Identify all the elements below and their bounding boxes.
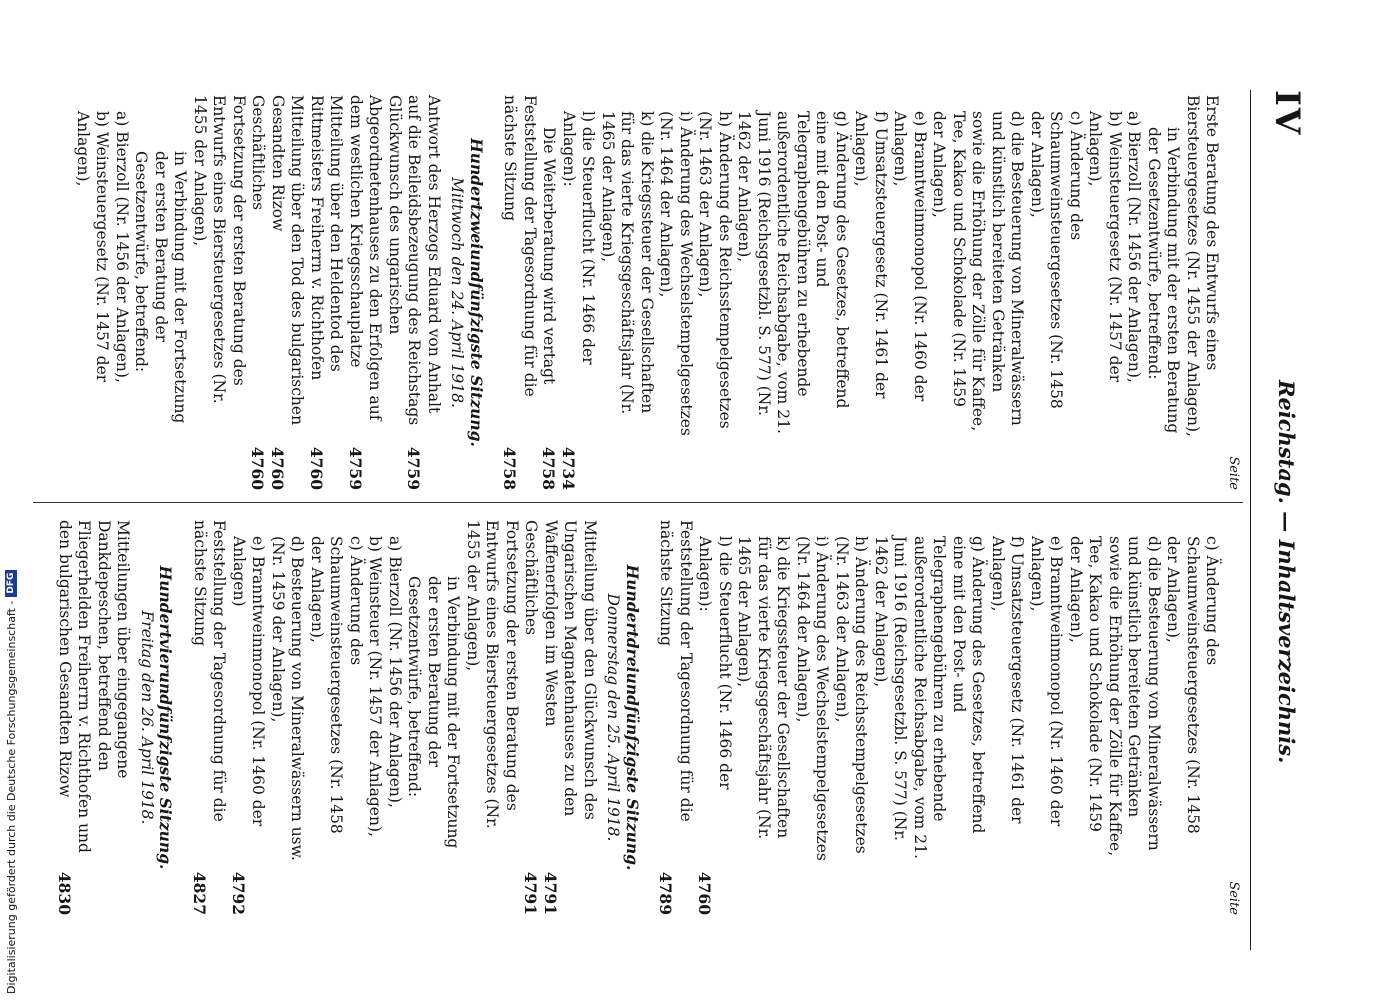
toc-entry — [656, 95, 695, 490]
toc-entry — [229, 520, 268, 915]
right-column — [55, 520, 1244, 915]
column-divider — [33, 502, 1243, 503]
toc-entry — [929, 95, 1027, 490]
toc-entry — [656, 520, 695, 915]
toc-entry — [500, 95, 539, 490]
toc-entry-text: Geschäftliches — [249, 95, 268, 211]
funding-note-text: Digitalisierung gefördert durch die Deutsche Forschungsgemeinschaft - — [4, 600, 18, 994]
toc-entry-page: 4760 — [307, 446, 326, 490]
toc-entry-text: c) Änderung des Schaumweinsteuergesetzes (Nr. 1458 der Anlagen), — [308, 536, 365, 834]
toc-entry-text: e) Branntweinmonopol (Nr. 1460 der Anlagen), — [891, 111, 929, 402]
toc-entry-text: l) die Steuerflucht (Nr. 1466 der Anlagen): — [560, 111, 598, 365]
toc-entry — [695, 95, 734, 490]
toc-entry-text: f) Umsatzsteuergesetz (Nr. 1461 der Anlagen), — [852, 111, 890, 399]
toc-entry — [404, 520, 463, 915]
toc-entry — [190, 95, 249, 490]
toc-entry — [851, 95, 890, 490]
toc-entry-text: d) die Besteuerung von Mineralwässern und künstlich bereiteten Getränken sowie die Erhöhung der Zölle für Kaffee, Tee, Kakao und Schokolade (Nr. 1459 der Anlagen), — [930, 111, 1027, 432]
toc-entry — [598, 95, 657, 490]
toc-entry — [365, 520, 385, 915]
toc-entry-text: Erste Beratung des Entwurfs eines Biersteuergesetzes (Nr. 1455 der Anlagen), — [1184, 95, 1222, 437]
toc-entry-text: e) Branntweinmonopol (Nr. 1460 der Anlagen), — [1028, 536, 1066, 827]
session-heading: Hundertzweiundfünfzigste Sitzung. — [467, 138, 486, 447]
toc-entry — [890, 95, 929, 490]
toc-entry — [131, 95, 190, 490]
toc-entry-text: in Verbindung mit der ersten Beratung der Gesetzentwürfe, betreffend: — [1145, 127, 1183, 434]
toc-entry-text: Geschäftliches — [522, 520, 541, 636]
toc-entry-text: a) Bierzoll (Nr. 1456 der Anlagen), — [113, 111, 131, 383]
page-number: IV — [1267, 90, 1307, 137]
toc-entry-text: Fortsetzung der ersten Beratung des Entwurfs eines Biersteuergesetzes (Nr. 1455 der Anlagen), — [191, 95, 248, 404]
toc-entry-text: i) Änderung des Wechselstempelgesetzes (Nr. 1464 der Anlagen), — [657, 111, 695, 436]
toc-entry-text: Glückwunsch des ungarischen Abgeordnetenhauses zu den Erfolgen auf dem westlichen Kriegsschauplatze — [347, 95, 404, 421]
toc-entry — [307, 520, 366, 915]
toc-entry-page: 4789 — [656, 871, 676, 915]
toc-entry — [55, 520, 133, 915]
toc-entry-text: c) Änderung des Schaumweinsteuergesetzes (Nr. 1458 der Anlagen), — [1164, 536, 1222, 834]
toc-entry-text: l) die Steuerflucht (Nr. 1466 der Anlagen): — [696, 536, 734, 790]
toc-entry — [1183, 95, 1222, 490]
toc-entry-page: 4734 — [559, 446, 578, 490]
toc-entry-page: 4830 — [55, 871, 74, 915]
toc-entry-text: in Verbindung mit der Fortsetzung der ersten Beratung der Gesetzentwürfe, betreffend: — [132, 151, 190, 424]
toc-entry — [1066, 520, 1164, 915]
toc-entry-page: 4791 — [541, 871, 560, 915]
toc-entry-text: Mitteilung über den Tod des bulgarischen Gesandten Rizow — [269, 95, 307, 426]
toc-entry — [248, 95, 268, 490]
dfg-logo: DFG — [5, 570, 17, 597]
toc-entry-text: f) Umsatzsteuergesetz (Nr. 1461 der Anlagen), — [989, 536, 1027, 824]
session-entries — [55, 520, 133, 915]
toc-entry-text: k) die Kriegssteuer der Gesellschaften für das vierte Kriegsgeschäftsjahr (Nr. 1465 der Anlagen), — [735, 536, 793, 840]
toc-entry-text: h) Änderung des Reichsstempelgesetzes (Nr. 1463 der Anlagen), — [696, 111, 734, 429]
toc-entry-page: 4760 — [268, 446, 287, 490]
toc-entry-text: Mitteilung über den Heldentod des Rittmeisters Freiherrn v. Richthofen — [308, 95, 346, 381]
toc-entry-text: in Verbindung mit der Fortsetzung der ersten Beratung der Gesetzentwürfe, betreffend: — [405, 576, 463, 849]
toc-entry-text: Mitteilung über den Glückwunsch des Ungarischen Magnatenhauses zu den Waffenerfolgen im Westen — [542, 520, 599, 820]
toc-entry-text: Fortsetzung der ersten Beratung des Entwurfs eines Biersteuergesetzes (Nr. 1455 der Anlagen), — [464, 520, 521, 829]
toc-entry — [793, 520, 832, 915]
toc-entry — [73, 95, 112, 490]
toc-entry — [734, 520, 793, 915]
toc-entry-page: 4759 — [404, 446, 424, 490]
toc-entry-text: Die Weiterberatung wird vertagt — [540, 127, 559, 385]
right-entries — [656, 520, 1222, 915]
toc-entry — [695, 520, 734, 915]
toc-entry-text: e) Branntweinmonopol (Nr. 1460 der Anlagen) — [230, 536, 268, 827]
toc-entry — [190, 520, 229, 915]
toc-entry — [385, 520, 405, 915]
toc-entry — [1144, 95, 1183, 490]
header-rule — [1250, 90, 1251, 950]
seite-label: Seite — [1226, 881, 1241, 915]
session-date: Donnerstag den 25. April 1918. — [604, 593, 623, 842]
toc-entry-page: 4760 — [248, 446, 268, 490]
toc-entry — [521, 520, 541, 915]
toc-entry-text: Antwort des Herzogs Eduard von Anhalt auf die Beileidsbezeugung des Reichstags — [405, 95, 443, 426]
toc-entry — [1124, 95, 1144, 490]
toc-entry-text: Feststellung der Tagesordnung für die nächste Sitzung — [501, 95, 539, 397]
toc-entry-text: g) Änderung des Gesetzes, betreffend eine mit den Post- und Telegraphengebühren zu erhebende außerordentliche Reichsabgabe, vom 21. Juni 1916 (Reichsgesetzbl. S. 577) (Nr. 1462 der Anlagen), — [735, 111, 851, 434]
toc-entry — [404, 95, 443, 490]
toc-entry — [1163, 520, 1222, 915]
toc-entry-page: 4827 — [190, 871, 209, 915]
toc-entry-text: i) Änderung des Wechselstempelgesetzes (Nr. 1464 der Anlagen), — [794, 536, 832, 861]
toc-entry — [346, 95, 405, 490]
toc-entry-page: 4758 — [539, 446, 559, 490]
session-date: Mittwoch den 24. April 1918. — [448, 177, 467, 408]
toc-entry-text: b) Weinsteuer (Nr. 1457 der Anlagen), — [366, 536, 385, 837]
toc-entry-text: Mitteilungen über eingegangene Dankdepeschen, betreffend den Fliegerhelden Freiherrn v. Richthofen und den bulgarischen Gesandten Rizow — [56, 520, 133, 853]
toc-entry — [1027, 520, 1066, 915]
toc-entry-text: Feststellung der Tagesordnung für die nächste Sitzung — [191, 520, 229, 822]
toc-entry — [734, 95, 851, 490]
toc-entry — [559, 95, 598, 490]
toc-entry-text: b) Weinsteuergesetz (Nr. 1457 der Anlagen), — [74, 111, 112, 383]
toc-entry — [541, 520, 600, 915]
toc-entry-text: a) Bierzoll (Nr. 1456 der Anlagen), — [386, 536, 404, 808]
toc-entry — [307, 95, 346, 490]
session-heading: Hundertvierundfünfzigste Sitzung. — [156, 565, 176, 870]
toc-entry-page: 4792 — [229, 871, 248, 915]
funding-note — [0, 0, 22, 1000]
toc-entry-text: d) die Besteuerung von Mineralwässern und künstlich bereiteten Getränken sowie die Erhöhung der Zölle für Kaffee, Tee, Kakao und Schokolade (Nr. 1459 der Anlagen), — [1067, 536, 1163, 857]
toc-entry — [1085, 95, 1124, 490]
toc-entry-text: Feststellung der Tagesordnung für die nächste Sitzung — [657, 520, 695, 822]
toc-entry-text: b) Weinsteuergesetz (Nr. 1457 der Anlagen), — [1086, 111, 1124, 383]
left-column — [73, 95, 1244, 490]
toc-entry-text: h) Änderung des Reichsstempelgesetzes (Nr. 1463 der Anlagen), — [833, 536, 871, 854]
running-title: Reichstag. — Inhaltsverzeichnis. — [1274, 380, 1299, 764]
toc-entry — [112, 95, 132, 490]
toc-entry-page: 4791 — [521, 871, 541, 915]
toc-entry-page: 4760 — [695, 871, 715, 915]
toc-entry-text: a) Bierzoll (Nr. 1456 der Anlagen), — [1125, 111, 1144, 383]
session-heading: Hundertdreiundfünfzigste Sitzung. — [623, 564, 642, 871]
toc-entry-text: d) Besteuerung von Mineralwässern usw. (Nr. 1459 der Anlagen), — [269, 536, 307, 861]
session-entries — [190, 520, 600, 915]
toc-entry — [988, 520, 1027, 915]
toc-entry — [539, 95, 559, 490]
seite-label: Seite — [1226, 456, 1241, 490]
toc-entry-text: c) Änderung des Schaumweinsteuergesetzes (Nr. 1458 der Anlagen), — [1028, 111, 1085, 409]
toc-entry — [463, 520, 522, 915]
toc-entry — [871, 520, 988, 915]
left-entries — [500, 95, 1222, 490]
toc-entry-page: 4758 — [500, 446, 520, 490]
page-header — [1255, 90, 1315, 950]
toc-entry — [268, 95, 307, 490]
toc-entry — [832, 520, 871, 915]
session-date: Freitag den 26. April 1918. — [138, 610, 156, 825]
session-entries — [73, 95, 444, 490]
toc-entry-page: 4759 — [346, 446, 365, 490]
toc-entry — [268, 520, 307, 915]
toc-entry-text: g) Änderung des Gesetzes, betreffend eine mit den Post- und Telegraphengebühren zu erhebende außerordentliche Reichsabgabe, vom 21. Juni 1916 (Reichsgesetzbl. S. 577) (Nr. 1462 der Anlagen), — [872, 536, 988, 859]
toc-entry-text: k) die Kriegssteuer der Gesellschaften für das vierte Kriegsgeschäftsjahr (Nr. 1465 der Anlagen), — [599, 111, 656, 415]
toc-entry — [1027, 95, 1086, 490]
